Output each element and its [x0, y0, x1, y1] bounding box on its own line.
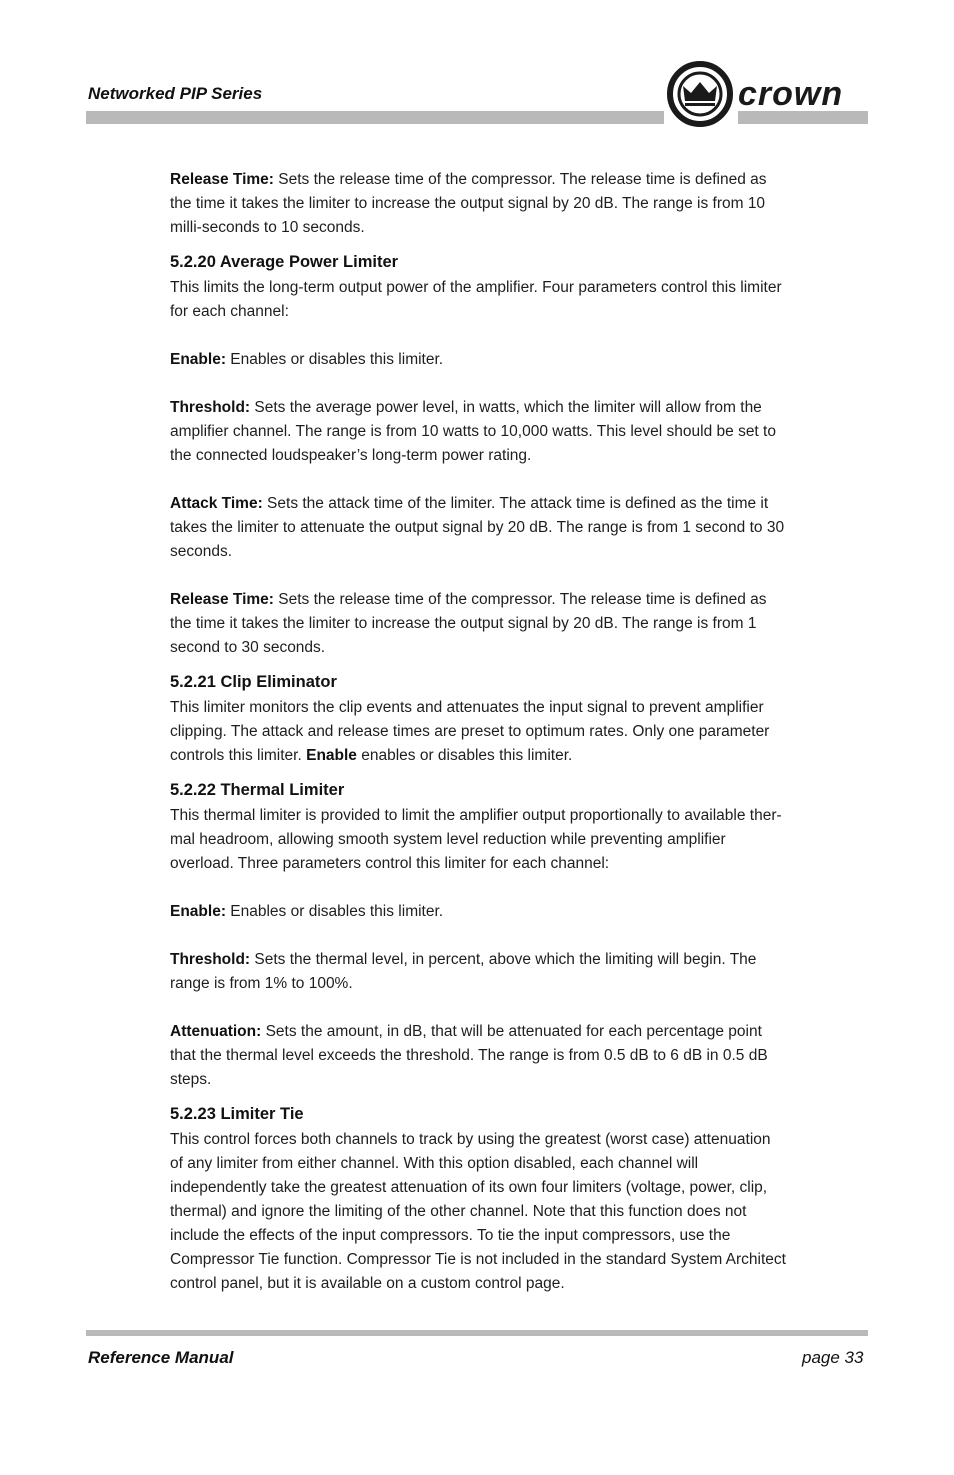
release-time-label: Release Time: [170, 171, 274, 188]
avg-power-threshold-label: Threshold: [170, 399, 251, 416]
thermal-threshold [170, 948, 786, 996]
avg-power-release [170, 588, 786, 660]
clip-eliminator-paragraph [170, 696, 786, 768]
clip-eliminator-enable: Enable [306, 747, 357, 764]
avg-power-release-text: Sets the release time of the compressor. The release time is defined as the time it takes the limiter to increase the output signal by 20 dB. The range is from 1 second to 30 seconds. [170, 591, 767, 656]
crown-logo [666, 60, 870, 128]
logo-wordmark: crown [738, 75, 844, 113]
clip-eliminator-text: This limiter monitors the clip events and attenuates the input signal to prevent amplifier clipping. The attack and release times are preset to optimum rates. Only one parameter controls this limiter. [170, 699, 770, 764]
release-time-paragraph [170, 168, 786, 240]
avg-power-enable-text: Enables or disables this limiter. [225, 351, 444, 368]
avg-power-attack-label: Attack Time: [170, 495, 263, 512]
heading-5-2-23: 5.2.23 Limiter Tie [170, 1105, 304, 1123]
header-rule-left [86, 111, 664, 124]
page-content [170, 168, 786, 1296]
thermal-threshold-label: Threshold: [170, 951, 251, 968]
avg-power-attack-text: Sets the attack time of the limiter. The attack time is defined as the time it takes the limiter to attenuate the output signal by 20 dB. The range is from 1 second to 30 seconds. [170, 495, 785, 560]
clip-eliminator-text-after: enables or disables this limiter. [356, 747, 573, 764]
header-title: Networked PIP Series [88, 84, 263, 103]
heading-5-2-21: 5.2.21 Clip Eliminator [170, 673, 337, 691]
heading-5-2-20: 5.2.20 Average Power Limiter [170, 253, 399, 271]
avg-power-enable [170, 348, 786, 372]
heading-5-2-22: 5.2.22 Thermal Limiter [170, 781, 345, 799]
footer-manual-title: Reference Manual [88, 1348, 234, 1367]
limiter-tie-paragraph: This control forces both channels to track by using the greatest (worst case) attenuation of any limiter from either channel. With this option disabled, each channel will independently take the greatest attenuation of its own four limiters (voltage, power, clip, thermal) and ignore the limiting of the other channel. Note that this function does not include the effects of the input compressors. To tie the input compressors, use the Compressor Tie function. Compressor Tie is not included in the standard System Architect control panel, but it is available on a custom control page. [170, 1131, 786, 1292]
avg-power-threshold-text: Sets the average power level, in watts, which the limiter will allow from the amplifier channel. The range is from 10 watts to 10,000 watts. This level should be set to the connected loudspeaker’s long-term power rating. [170, 399, 776, 464]
avg-power-attack [170, 492, 786, 564]
thermal-attenuation [170, 1020, 786, 1092]
thermal-attenuation-label: Attenuation: [170, 1023, 262, 1040]
avg-power-threshold [170, 396, 786, 468]
release-time-text: Sets the release time of the compressor. The release time is defined as the time it takes the limiter to increase the output signal by 20 dB. The range is from 10 milli-seconds to 10 seconds. [170, 171, 767, 236]
thermal-enable-text: Enables or disables this limiter. [225, 903, 444, 920]
page-number: page 33 [802, 1348, 864, 1367]
avg-power-enable-label: Enable: [170, 351, 226, 368]
thermal-threshold-text: Sets the thermal level, in percent, above which the limiting will begin. The range is from 1% to 100%. [170, 951, 757, 992]
thermal-enable-label: Enable: [170, 903, 226, 920]
thermal-enable [170, 900, 786, 924]
avg-power-release-label: Release Time: [170, 591, 274, 608]
thermal-intro: This thermal limiter is provided to limit the amplifier output proportionally to available ther-mal headroom, allowing smooth system level reduction while preventing amplifier overload. Three parameters control this limiter for each channel: [170, 807, 782, 872]
footer-rule [86, 1330, 868, 1336]
thermal-attenuation-text: Sets the amount, in dB, that will be attenuated for each percentage point that the thermal level exceeds the threshold. The range is from 0.5 dB to 6 dB in 0.5 dB steps. [170, 1023, 768, 1088]
avg-power-intro: This limits the long-term output power of the amplifier. Four parameters control this limiter for each channel: [170, 279, 782, 320]
